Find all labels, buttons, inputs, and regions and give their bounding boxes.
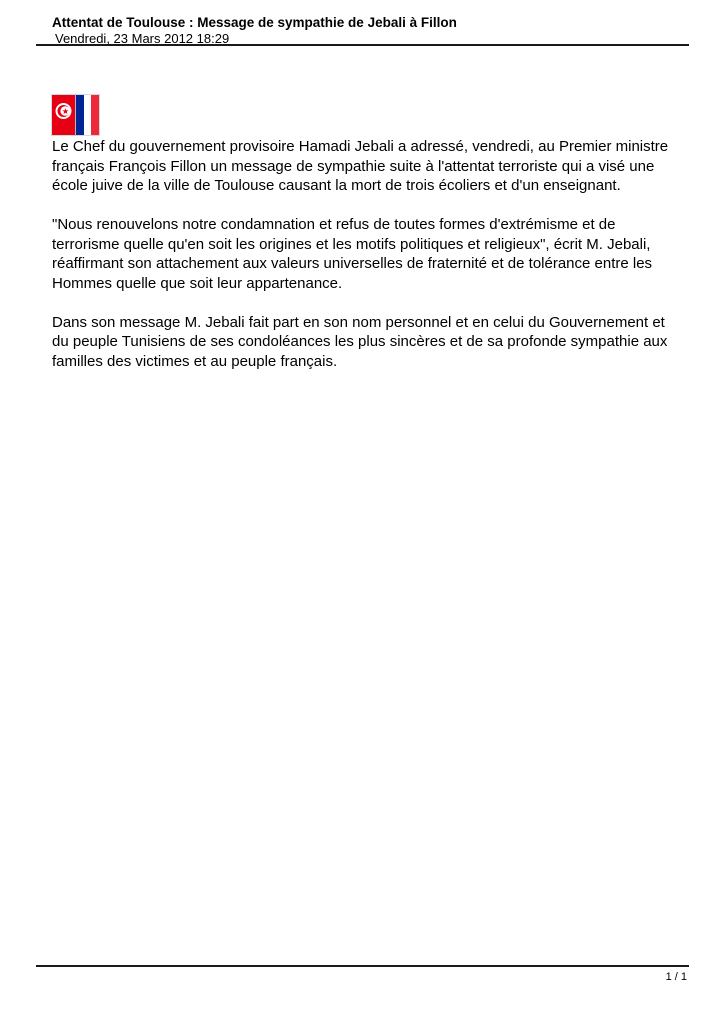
france-flag-blue-stripe — [76, 95, 84, 135]
tunisia-flag-icon — [52, 95, 75, 135]
france-flag-red-stripe — [91, 95, 99, 135]
footer-divider — [36, 965, 689, 967]
paragraph: Dans son message M. Jebali fait part en son nom personnel et en celui du Gouvernement et du peuple Tunisiens de ses condoléances les plus sincères et de sa profonde sympathie aux familles des victimes et au peuple français. — [52, 313, 668, 370]
paragraph: Le Chef du gouvernement provisoire Hamadi Jebali a adressé, vendredi, au Premier ministre français François Fillon un message de sympathie suite à l'attentat terroriste qui a visé une école juive de la ville de Toulouse causant la mort de trois écoliers et d'un enseignant. — [52, 138, 669, 194]
header-divider — [36, 44, 689, 46]
france-flag-white-stripe — [84, 95, 92, 135]
paragraph: "Nous renouvelons notre condamnation et refus de toutes formes d'extrémisme et de terrorisme quelle qu'en soit les origines et les motifs politiques et religieux", écrit M. Jebali, réaffirmant son attachement aux valeurs universelles de fraternité et de tolérance entre les Hommes quelle que soit leur appartenance. — [52, 216, 653, 292]
page-number: 1 / 1 — [665, 971, 687, 983]
flags-image — [52, 95, 99, 135]
article-body — [52, 137, 682, 391]
page-title: Attentat de Toulouse : Message de sympathie de Jebali à Fillon — [52, 15, 457, 30]
header — [52, 15, 689, 46]
tunisia-emblem-icon — [52, 95, 75, 135]
france-flag-icon — [76, 95, 99, 135]
page-date: Vendredi, 23 Mars 2012 18:29 — [55, 31, 230, 46]
